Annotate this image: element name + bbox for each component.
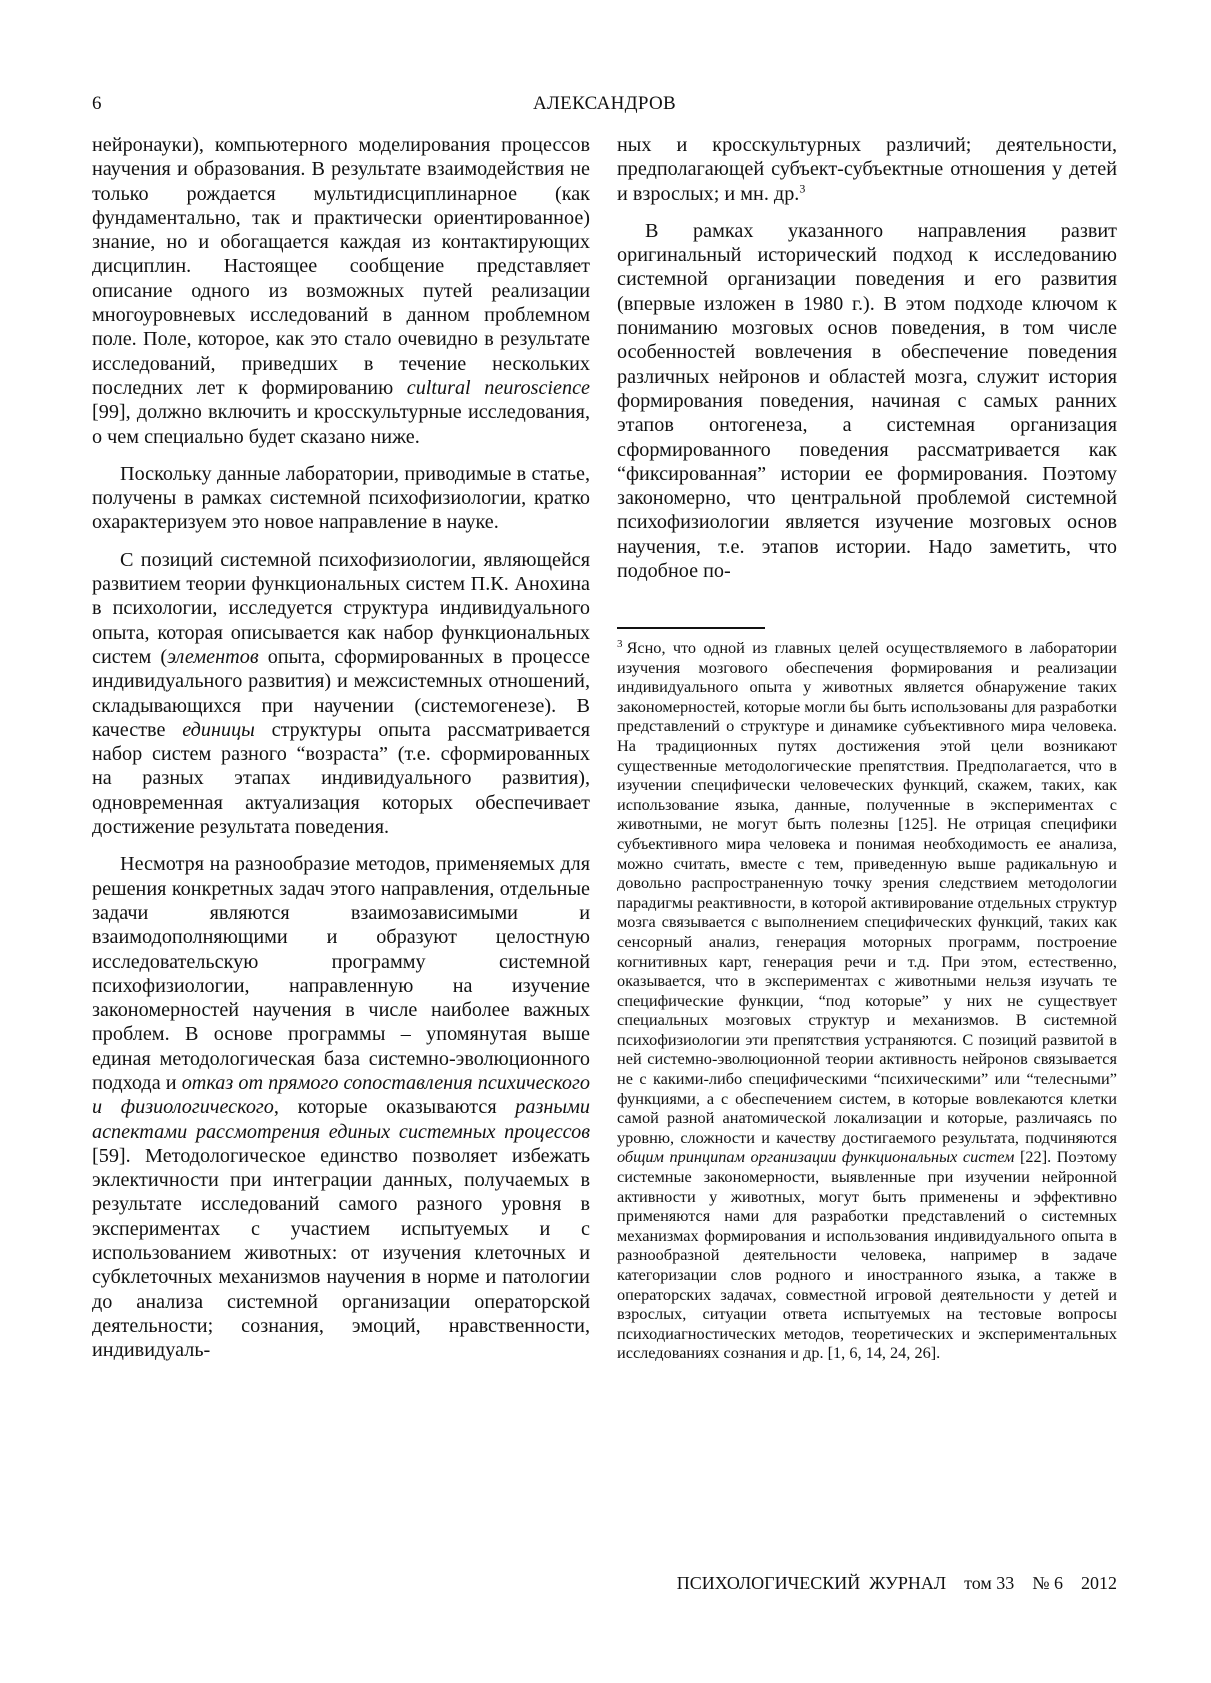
page-number: 6 bbox=[92, 93, 102, 114]
paragraph bbox=[617, 219, 1117, 583]
journal-year: 2012 bbox=[1081, 1573, 1117, 1593]
text-run: Поскольку данные лаборатории, приводимые в статье, получены в рамках системной психофизиологии, кратко охарактеризуем это новое направление в науке. bbox=[92, 462, 590, 534]
italic-term: разными аспектами рассмотрения единых системных процессов bbox=[92, 1096, 591, 1143]
text-run: ных и кросскультурных различий; деятельности, предполагающей субъект-субъектные отношения у детей и взрослых; и мн. др. bbox=[617, 134, 1117, 205]
text-run: Ясно, что одной из главных целей осуществляемого в лаборатории изучения мозгового обеспечения формирования и реализации индивидуального опыта у животных является обнаружение таких закономерностей, которые могли бы быть использованы для разработки представлений о структуре и динамике субъективного мира человека. На традиционных путях достижения этой цели возникают существенные методологические препятствия. Предполагается, что в изучении специфически человеческих функций, скажем, таких, как использование языка, данные, полученные в экспериментах с животными, не могут быть полезны [125]. Не отрицая специфики субъективного мира человека и понимая необходимость ее анализа, можно считать, вместе с тем, приведенную выше радикальную и довольно распространенную точку зрения следствием методологии парадигмы реактивности, в которой активирование отдельных структур мозга связывается с выполнением специфических функций, таких как сенсорный анализ, генерация моторных программ, построение когнитивных карт, генерация речи и т.д. При этом, естественно, оказывается, что в экспериментах с животными нельзя изучать те специфические функции, “под которые” у них не существует специальных мозговых структур и механизмов. В системной психофизиологии эти препятствия устраняются. С позиций развитой в ней системно-эволюционной теории активность нейронов связывается не с какими-либо специфическими “психическими” или “телесными” функциями, а с обеспечением систем, в которые вовлекаются клетки самой разной анатомической локализации и которые, различаясь по уровню, сложности и качеству достигаемого результата, подчиняются bbox=[617, 638, 1117, 1147]
text-run: В рамках указанного направления развит оригинальный исторический подход к исследованию системной организации поведения и его развития (впервые изложен в 1980 г.). В этом подходе ключом к пониманию мозговых основ поведения, в том числе особенностей вовлечения в обеспечение поведения различных нейронов и областей мозга, служит история формирования поведения, начиная с самых ранних этапов онтогенеза, а системная организация сформированного поведения рассматривается как “фиксированная” истории ее формирования. Поэтому закономерно, что центральной проблемой системной психофизиологии является изучение мозговых основ научения, т.е. этапов истории. Надо заметить, что подобное по- bbox=[617, 219, 1117, 583]
text-run: нейронауки), компьютерного моделирования процессов научения и образования. В результате взаимодействия не только рождается мультидисциплинарное (как фундаментально, так и практически ориентированное) знание, но и обогащается каждая из контактирующих дисциплин. Настоящее сообщение представляет описание одного из возможных путей реализации многоуровневых исследований в данном проблемном поле. Поле, которое, как это стало очевидно в результате исследований, приведших в течение нескольких последних лет к формированию bbox=[92, 134, 590, 399]
journal-volume: том 33 bbox=[964, 1573, 1015, 1593]
paragraph bbox=[92, 852, 590, 1362]
footnote-reference[interactable]: 3 bbox=[799, 180, 806, 195]
text-run: [99], должно включить и кросскультурные исследования, о чем специально будет сказано ниже. bbox=[92, 401, 590, 448]
text-run: структуры опыта рассматривается набор систем разного “возраста” (т.е. сформированных на разных этапах индивидуального развития), одновременная актуализация которых обеспечивает достижение результата поведения. bbox=[92, 718, 590, 839]
left-column bbox=[92, 133, 590, 1363]
italic-term: отказ от прямого сопоставления психического и физиологического bbox=[92, 1071, 590, 1119]
text-run: Несмотря на разнообразие методов, применяемых для решения конкретных задач этого направления, отдельные задачи являются взаимозависимыми и взаимодополняющими и образуют целостную исследовательскую программу системной психофизиологии, направленную на изучение закономерностей научения в числе наиболее важных проблем. В основе программы – упомянутая выше единая методологическая база системно-эволюционного подхода и bbox=[92, 853, 590, 1094]
paragraph bbox=[92, 548, 590, 840]
text-run: , которые оказываются bbox=[273, 1096, 516, 1119]
text-run: [59]. Методологическое единство позволяет избежать эклектичности при интеграции данных, получаемых в результате исследований самого разного уровня в экспериментах с участием испытуемых и с использованием животных: от изучения клеточных и субклеточных механизмов научения в норме и патологии до анализа системной организации операторской деятельности; сознания, эмоций, нравственности, индивидуаль- bbox=[92, 1144, 590, 1362]
journal-issue: № 6 bbox=[1032, 1573, 1063, 1593]
running-head bbox=[92, 93, 1117, 121]
footnote-mark: 3 bbox=[617, 637, 623, 650]
italic-term: единицы bbox=[182, 718, 255, 741]
text-run: [22]. Поэтому системные закономерности, выявленные при изучении нейронной активности у животных, могут быть применены и эффективно применяются нами для разработки представлений о системных механизмах формирования и использования индивидуального опыта в разнообразной деятельности человека, например в задаче категоризации слов родного и иностранного языка, а также в операторских задачах, совместной игровой деятельности у детей и взрослых, ситуации ответа испытуемых на тестовые вопросы психодиагностических методов, теоретических и экспериментальных исследованиях сознания и др. [1, 6, 14, 24, 26]. bbox=[617, 1147, 1117, 1363]
italic-term: общим принципам организации функциональных систем bbox=[617, 1147, 1015, 1167]
journal-name: ПСИХОЛОГИЧЕСКИЙ ЖУРНАЛ bbox=[676, 1573, 947, 1593]
right-column bbox=[617, 133, 1117, 583]
paragraph bbox=[92, 462, 590, 535]
running-title: АЛЕКСАНДРОВ bbox=[532, 93, 677, 114]
paragraph bbox=[617, 133, 1117, 206]
text-run: С позиций системной психофизиологии, являющейся развитием теории функциональных систем П.К. Анохина в психологии, исследуется структура индивидуального опыта, которая описывается как набор функциональных систем ( bbox=[92, 548, 590, 668]
footnotes bbox=[617, 638, 1117, 1363]
paragraph bbox=[92, 133, 590, 449]
text-run: опыта, сформированных в процессе индивидуального развития) и межсистемных отношений, складывающихся при научении (системогенезе). В качестве bbox=[92, 645, 590, 741]
journal-footer bbox=[640, 1573, 1117, 1594]
footnote bbox=[617, 638, 1117, 1363]
italic-term: элементов bbox=[167, 645, 259, 668]
footnote-separator bbox=[617, 627, 765, 629]
italic-term: cultural neuroscience bbox=[406, 376, 590, 399]
